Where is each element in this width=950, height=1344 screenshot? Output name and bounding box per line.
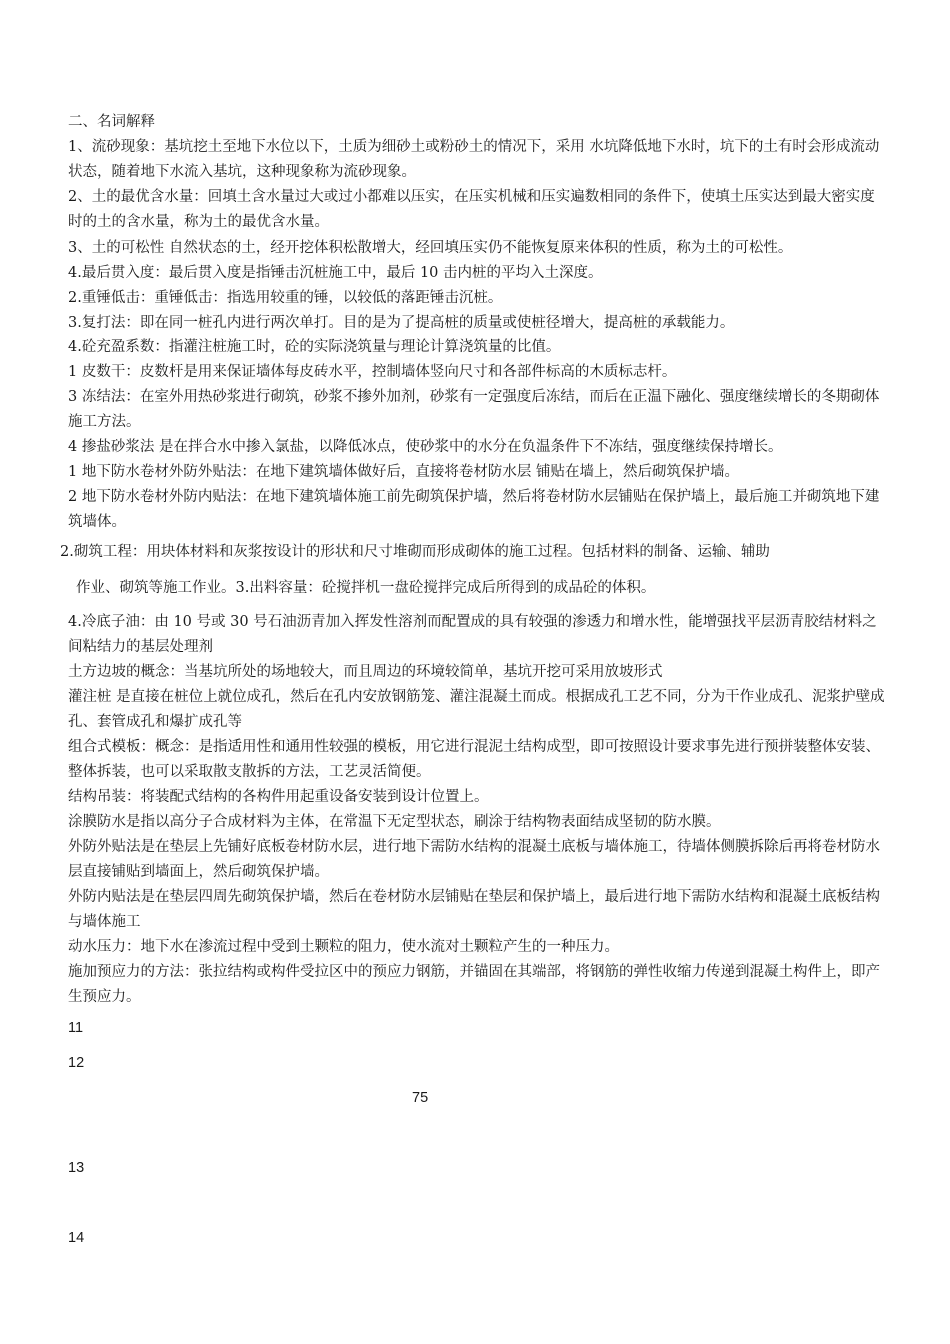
paragraph: 1 皮数干：皮数杆是用来保证墙体每皮砖水平，控制墙体竖向尺寸和各部件标高的木质标志杆。: [68, 364, 677, 380]
paragraph: 3、土的可松性 自然状态的土，经开挖体积松散增大，经回填压实仍不能恢复原来体积的性质，称为土的可松性。: [68, 240, 793, 256]
paragraph: 4 掺盐砂浆法 是在拌合水中掺入氯盐，以降低冰点，使砂浆中的水分在负温条件下不冻结，强度继续保持增长。: [68, 439, 783, 455]
paragraph: 2.砌筑工程：用块体材料和灰浆按设计的形状和尺寸堆砌而形成砌体的施工过程。包括材料的制备、运输、辅助: [60, 544, 770, 560]
paragraph: 2、土的最优含水量：回填土含水量过大或过小都难以压实，在压实机械和压实遍数相同的条件下，使填土压实达到最大密实度时的土的含水量，称为土的最优含水量。: [68, 189, 875, 230]
paragraph: 施加预应力的方法：张拉结构或构件受拉区中的预应力钢筋，并锚固在其端部，将钢筋的弹性收缩力传递到混凝土构件上，即产生预应力。: [68, 964, 880, 1005]
paragraph: 1 地下防水卷材外防外贴法：在地下建筑墙体做好后，直接将卷材防水层 铺贴在墙上，然后砌筑保护墙。: [68, 464, 739, 480]
paragraph: 4.冷底子油：由 10 号或 30 号石油沥青加入挥发性溶剂而配置成的具有较强的渗透力和增水性，能增强找平层沥青胶结材料之间粘结力的基层处理剂: [68, 614, 877, 655]
paragraph: 3.复打法：即在同一桩孔内进行两次单打。目的是为了提高桩的质量或使桩径增大，提高桩的承载能力。: [68, 315, 735, 331]
paragraph: 1、流砂现象：基坑挖土至地下水位以下，土质为细砂土或粉砂土的情况下，采用 水坑降低地下水时，坑下的土有时会形成流动状态，随着地下水流入基坑，这种现象称为流砂现象。: [68, 139, 880, 180]
paragraph: 外防外贴法是在垫层上先铺好底板卷材防水层，进行地下需防水结构的混凝土底板与墙体施工，待墙体侧膜拆除后再将卷材防水层直接铺贴到墙面上，然后砌筑保护墙。: [68, 839, 880, 880]
paragraph: 3 冻结法：在室外用热砂浆进行砌筑，砂浆不掺外加剂，砂浆有一定强度后冻结，而后在正温下融化、强度继续增长的冬期砌体施工方法。: [68, 389, 880, 430]
paragraph: 外防内贴法是在垫层四周先砌筑保护墙，然后在卷材防水层铺贴在垫层和保护墙上，最后进行地下需防水结构和混凝土底板结构与墙体施工: [68, 889, 880, 930]
paragraph: 4.最后贯入度：最后贯入度是指锤击沉桩施工中，最后 10 击内桩的平均入土深度。: [68, 265, 603, 281]
paragraph: 涂膜防水是指以高分子合成材料为主体，在常温下无定型状态，刷涂于结构物表面结成坚韧的防水膜。: [68, 814, 721, 830]
paragraph: 灌注桩 是直接在桩位上就位成孔，然后在孔内安放钢筋笼、灌注混凝土而成。根据成孔工艺不同，分为干作业成孔、泥浆护壁成孔、套管成孔和爆扩成孔等: [68, 689, 885, 730]
paragraph: 土方边坡的概念：当基坑所处的场地较大，而且周边的环境较简单，基坑开挖可采用放坡形式: [68, 664, 663, 680]
paragraph: 动水压力：地下水在渗流过程中受到土颗粒的阻力，使水流对土颗粒产生的一种压力。: [68, 939, 619, 955]
paragraph: 2.重锤低击：重锤低击：指选用较重的锤，以较低的落距锤击沉桩。: [68, 290, 503, 306]
paragraph: 结构吊装：将装配式结构的各构件用起重设备安装到设计位置上。: [68, 789, 489, 805]
page-number: 11: [68, 1020, 84, 1036]
page-number: 12: [68, 1055, 85, 1071]
page-number: 14: [68, 1230, 85, 1246]
paragraph: 4.砼充盈系数：指灌注桩施工时，砼的实际浇筑量与理论计算浇筑量的比值。: [68, 339, 561, 355]
paragraph: 2 地下防水卷材外防内贴法：在地下建筑墙体施工前先砌筑保护墙，然后将卷材防水层铺贴在保护墙上，最后施工并砌筑地下建筑墙体。: [68, 489, 880, 530]
page-number: 13: [68, 1160, 85, 1176]
paragraph: 作业、砌筑等施工作业。3.出料容量：砼搅拌机一盘砼搅拌完成后所得到的成品砼的体积。: [76, 580, 656, 596]
paragraph: 组合式模板：概念：是指适用性和通用性较强的模板，用它进行混泥土结构成型，即可按照设计要求事先进行预拼装整体安装、整体拆装，也可以采取散支散拆的方法，工艺灵活简便。: [68, 739, 880, 780]
page-number: 75: [412, 1090, 429, 1106]
section-heading: 二、名词解释: [68, 114, 155, 130]
